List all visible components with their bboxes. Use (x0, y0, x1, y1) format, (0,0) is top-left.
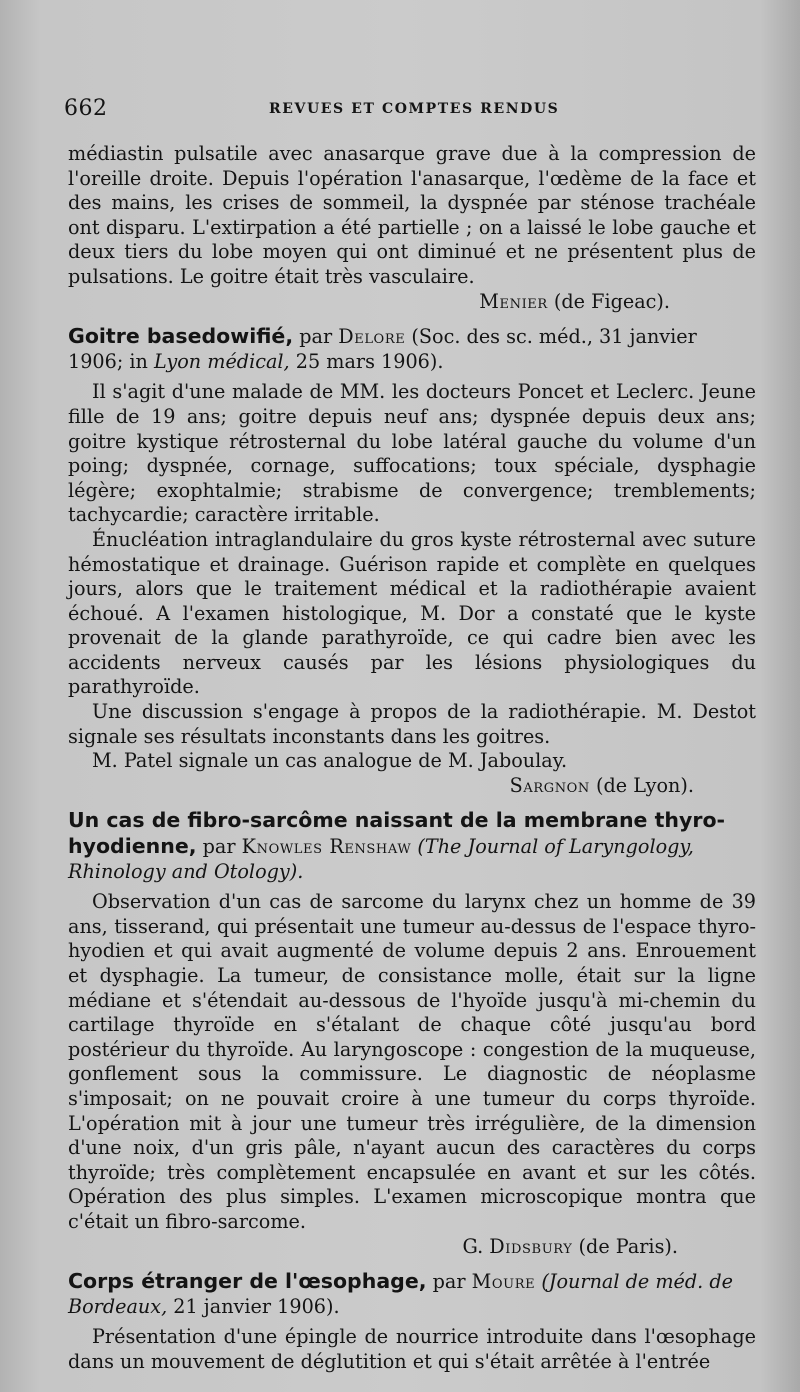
article1-para4: M. Patel signale un cas analogue de M. Jaboulay. (92, 749, 568, 773)
article1-source-journal: Lyon médical, (154, 349, 290, 373)
article0-signature (68, 290, 756, 315)
signature-name: Sargnon (509, 773, 590, 797)
article1-title: Goitre basedowifié, (68, 324, 294, 349)
signature-name: Menier (479, 289, 548, 313)
page-number: 662 (64, 96, 108, 121)
article1-para3: Une discussion s'engage à propos de la radiothérapie. M. Destot signale ses résultats inconstants dans les goitres. (68, 700, 756, 748)
article1-source-b: 25 mars 1906). (295, 349, 444, 373)
article3-title: Corps étranger de l'œsophage, (68, 1269, 427, 1294)
article2-heading (68, 808, 756, 884)
article2-source: (The Journal of Laryngology, Rhinology and Otology). (68, 835, 694, 883)
page-header (64, 96, 750, 126)
signature-place: (de Lyon). (596, 773, 694, 797)
signature-place: (de Paris). (578, 1234, 678, 1258)
article1-by: par (299, 325, 333, 349)
signature-place: (de Figeac). (553, 289, 670, 313)
article0-para1: médiastin pulsatile avec anasarque grave due à la compression de l'oreille droite. Depuis l'opération l'anasarque, l'œdème de la face et des mains, les crises de sommeil, la dyspnée par sténose trachéale ont disparu. L'extirpation a été partielle ; on a laissé le lobe gauche et deux tiers du lobe moyen qui ont diminué et ne présentent plus de pulsations. Le goitre était très vasculaire. (68, 142, 756, 288)
page-body (68, 142, 756, 1375)
article1-para2: Énucléation intraglandulaire du gros kyste rétrosternal avec suture hémostatique et drainage. Guérison rapide et complète en quelques jours, alors que le traitement médical et la radiothérapie avaient échoué. A l'examen histologique, M. Dor a constaté que le kyste provenait de la glande parathyroïde, ce qui cadre bien avec les accidents nerveux causés par les lésions physiologiques du parathyroïde. (68, 527, 756, 699)
article3-heading (68, 1269, 756, 1319)
article1-heading (68, 324, 756, 374)
article3-source-b: 21 janvier 1906). (173, 1294, 340, 1318)
article2-title: Un cas de fibro-sarcôme naissant de la membrane thyro-hyodienne, (68, 808, 726, 859)
article3-source-journal: (Journal de méd. de Bordeaux, (68, 1270, 734, 1318)
article2-by: par (202, 835, 236, 859)
article2-author: Knowles Renshaw (241, 835, 412, 859)
article3-para1: Présentation d'une épingle de nourrice introduite dans l'œsophage dans un mouvement de déglutition et qui s'était arrêtée à l'entrée (68, 1325, 756, 1373)
article2-signature (68, 1235, 756, 1260)
signature-name: Didsbury (489, 1234, 573, 1258)
article1-signature (68, 774, 756, 799)
article2-para1: Observation d'un cas de sarcome du larynx chez un homme de 39 ans, tisserand, qui présentait une tumeur au-dessus de l'espace thyro-hyodien et qui avait augmenté de volume depuis 2 ans. Enrouement et dysphagie. La tumeur, de consistance molle, était sur la ligne médiane et s'étendait au-dessous de l'hyoïde jusqu'à mi-chemin du cartilage thyroïde en s'étalant de chaque côté jusqu'au bord postérieur du thyroïde. Au laryngoscope : congestion de la muqueuse, gonflement sous la commissure. Le diagnostic de néoplasme s'imposait; on ne pouvait croire à une tumeur du corps thyroïde. L'opération mit à jour une tumeur très irrégulière, de la dimension d'une noix, d'un gris pâle, n'ayant aucun des caractères du corps thyroïde; très complètement encapsulée en avant et sur les côtés. Opération des plus simples. L'examen microscopique montra que c'était un fibro-sarcome. (68, 890, 756, 1233)
running-head: REVUES ET COMPTES RENDUS (269, 101, 560, 117)
article1-para1: Il s'agit d'une malade de MM. les docteurs Poncet et Leclerc. Jeune fille de 19 ans; goitre depuis neuf ans; dyspnée depuis deux ans; goitre kystique rétrosternal du lobe latéral gauche du volume d'un poing; dyspnée, cornage, suffocations; toux spéciale, dysphagie légère; exophtalmie; strabisme de convergence; tremblements; tachycardie; caractère irritable. (68, 380, 756, 527)
article3-by: par (432, 1270, 466, 1294)
article3-author: Moure (471, 1270, 536, 1294)
article1-source-a: (Soc. des sc. méd., 31 janvier 1906; in (68, 325, 697, 373)
article1-author: Delore (338, 325, 406, 349)
signature-initial: G. (462, 1234, 484, 1258)
